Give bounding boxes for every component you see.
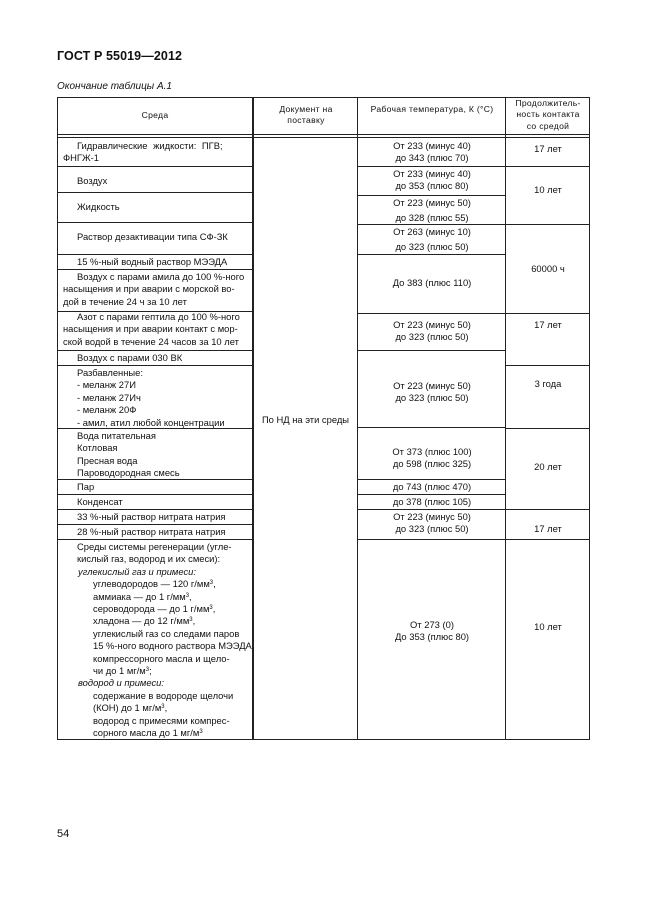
env-vk030: Воздух с парами 030 ВК	[77, 352, 183, 363]
temp-cell: От 223 (минус 50) до 323 (плюс 50)	[393, 319, 471, 343]
duration-cell: 60000 ч	[531, 263, 565, 274]
duration-cell: 17 лет	[534, 319, 562, 330]
env-water: Вода питательная Котловая Пресная вода Пароводородная смесь	[77, 430, 180, 479]
duration-cell: 10 лет	[534, 621, 562, 632]
duration-cell: 17 лет	[534, 143, 562, 154]
env-liquid: Жидкость	[77, 201, 120, 212]
table-caption: Окончание таблицы А.1	[57, 81, 172, 92]
column-header-medium: Среда	[141, 110, 169, 120]
env-steam: Пар	[77, 481, 95, 492]
env-hydraulic: Гидравлические жидкости: ПГВ; ФНГЖ-1	[63, 140, 223, 164]
column-header-duration: Продолжитель- ность контакта со средой	[515, 98, 581, 131]
env-amyl: Воздух с парами амила до 100 %-ного насыщения и при аварии с морской во- дой в течение 24 ч за 10 лет	[63, 271, 245, 307]
duration-cell: 10 лет	[534, 184, 562, 195]
temp-cell: От 223 (минус 50) до 323 (плюс 50)	[393, 380, 471, 404]
env-regeneration: Среды системы регенерации (угле- кислый газ, водород и их смеси): углекислый газ и примеси: углеводородов — 120 $г/мм^3$, аммиака — до 1 $г/мм^3$, сероводорода — до 1 $г/мм^3$, хладона — до 12 $г/мм^3$, углекислый газ со следами паров 15 %-ного водного раствора МЭЭДА, компрессорного масла и щело- чи до 1 $мг/м^3$; водород и примеси: содержание в водороде щелочи (КОН) до 1 $мг/м^3$, водород с примесями компрес- сорного масла до 1 $мг/м^3$	[77, 541, 255, 739]
temp-cell: До 383 (плюс 110)	[392, 277, 472, 288]
duration-cell: 17 лет	[534, 523, 562, 534]
duration-cell: 3 года	[534, 378, 562, 389]
temp-cell: до 378 (плюс 105)	[392, 496, 472, 507]
env-nitrate-28: 28 %-ный раствор нитрата натрия	[77, 526, 226, 537]
data-table	[57, 97, 590, 740]
column-header-document: Документ на поставку	[279, 104, 333, 126]
duration-cell: 20 лет	[534, 461, 562, 472]
env-air: Воздух	[77, 175, 108, 186]
page-number: 54	[57, 828, 70, 840]
header-rule	[57, 134, 590, 135]
temp-cell: От 263 (минус 10) до 323 (плюс 50)	[393, 226, 471, 253]
temp-cell: до 743 (плюс 470)	[392, 481, 472, 492]
header-rule	[57, 137, 590, 138]
temp-cell: От 273 (0) До 353 (плюс 80)	[394, 619, 470, 643]
temp-cell: От 373 (плюс 100) до 598 (плюс 325)	[392, 446, 472, 470]
env-decontamination: Раствор дезактивации типа СФ-ЗК	[77, 231, 228, 242]
temp-cell: От 223 (минус 50) до 328 (плюс 55)	[393, 197, 471, 224]
temp-cell: От 233 (минус 40) до 343 (плюс 70)	[393, 140, 471, 164]
env-nitrate-33: 33 %-ный раствор нитрата натрия	[77, 511, 226, 522]
table-border	[57, 97, 58, 740]
temp-cell: От 233 (минус 40) до 353 (плюс 80)	[393, 168, 471, 192]
env-heptyl: Азот с парами гептила до 100 %-ного насыщения и при аварии контакт с мор- ской водой в течение 24 часов за 10 лет	[63, 311, 240, 347]
temp-cell: От 223 (минус 50) до 323 (плюс 50)	[393, 511, 471, 535]
env-diluted: Разбавленные: - меланж 27И - меланж 27Ич - меланж 20Ф - амил, атил любой концентрации	[77, 367, 225, 428]
env-mmeda-15: 15 %-ный водный раствор МЭЭДА	[77, 256, 228, 267]
env-condensate: Конденсат	[77, 496, 123, 507]
document-header: ГОСТ Р 55019—2012	[57, 49, 183, 63]
document-cell: По НД на эти среды	[261, 414, 350, 425]
column-header-temperature: Рабочая температура, К (°С)	[370, 104, 494, 114]
